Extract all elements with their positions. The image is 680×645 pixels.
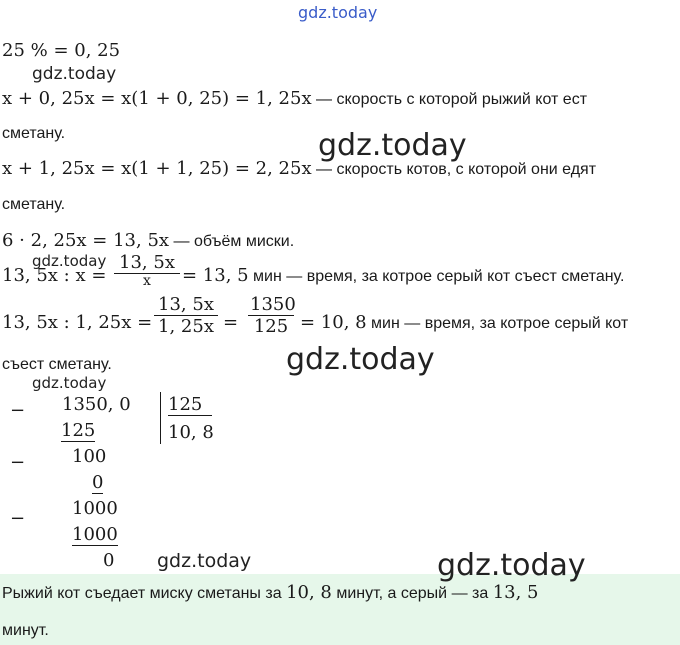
red-cat-time-lhs: 13, 5x : 1, 25x = <box>2 312 153 333</box>
red-cat-time-fraction-2 <box>248 294 294 337</box>
answer-text-2: минут, а серый — за <box>331 585 493 602</box>
red-cat-time-rhs: = 10, 8 <box>300 312 367 333</box>
fraction-denominator: x <box>143 273 151 289</box>
red-cat-time-text: мин — время, за котрое серый кот <box>366 315 629 332</box>
watermark: gdz.today <box>32 64 117 84</box>
fraction-denominator: 1, 25x <box>158 316 214 337</box>
division-quotient: 10, 8 <box>168 422 214 443</box>
answer-value-red: 10, 8 <box>286 582 332 603</box>
division-step-5 <box>72 524 118 545</box>
answer-value-grey: 13, 5 <box>492 582 539 603</box>
watermark: gdz.today <box>318 128 467 163</box>
watermark: gdz.today <box>286 342 435 377</box>
watermark: gdz.today <box>437 548 586 583</box>
red-cat-time-rhs-line <box>300 312 628 333</box>
percent-line: 25 % = 0, 25 <box>2 40 121 61</box>
equals-sign: = <box>223 312 239 333</box>
speed-cats-text: — скорость котов, с которой они едят <box>311 161 597 178</box>
division-bracket-vertical <box>160 392 161 444</box>
division-divisor <box>168 394 212 416</box>
speed-cats-line <box>2 158 596 179</box>
speed-red-cat-text: — скорость с которой рыжий кот ест <box>311 91 588 108</box>
speed-red-cat-cont: сметану. <box>2 125 66 142</box>
division-minus-2: − <box>10 452 26 473</box>
red-cat-time-fraction-1 <box>154 294 218 337</box>
fraction-denominator: 125 <box>253 316 289 337</box>
speed-cats-formula: x + 1, 25x = x(1 + 1, 25) = 2, 25x <box>2 158 312 179</box>
grey-cat-time-rhs: = 13, 5 <box>182 265 249 286</box>
speed-red-cat-line <box>2 88 587 109</box>
watermark: gdz.today <box>32 374 107 392</box>
division-step-1 <box>61 420 95 441</box>
division-step-4: 1000 <box>72 498 118 519</box>
division-dividend: 1350, 0 <box>62 394 131 415</box>
grey-cat-time-rhs-line <box>182 265 624 286</box>
division-step-6: 0 <box>103 550 115 571</box>
answer-box <box>0 574 680 645</box>
division-step-3 <box>92 472 103 493</box>
answer-line-2: минут. <box>2 622 49 639</box>
step-value: 1000 <box>72 524 118 545</box>
step-value: 125 <box>61 420 96 441</box>
grey-cat-time-lhs: 13, 5x : x = <box>2 265 107 286</box>
bowl-volume-text: — объём миски. <box>169 233 295 250</box>
red-cat-time-cont: съест сметану. <box>2 356 112 373</box>
speed-red-cat-formula: x + 0, 25x = x(1 + 0, 25) = 1, 25x <box>2 88 312 109</box>
answer-text-1: Рыжий кот съедает миску сметаны за <box>2 585 287 602</box>
speed-cats-cont: сметану. <box>2 196 66 213</box>
watermark: gdz.today <box>32 252 107 270</box>
fraction-numerator: 13, 5x <box>158 294 214 315</box>
watermark: gdz.today <box>157 550 252 572</box>
grey-cat-time-text: мин — время, за котрое серый кот съест сметану. <box>248 268 625 285</box>
division-minus-1: − <box>10 400 26 421</box>
divisor-value: 125 <box>168 394 212 416</box>
bowl-volume-formula: 6 · 2, 25x = 13, 5x <box>2 230 170 251</box>
answer-line-1 <box>2 582 539 603</box>
grey-cat-time-fraction <box>114 252 180 288</box>
bowl-volume-line <box>2 230 294 251</box>
division-step-2: 100 <box>72 446 107 467</box>
fraction-numerator: 13, 5x <box>119 252 175 273</box>
fraction-numerator: 1350 <box>250 294 296 315</box>
watermark-top: gdz.today <box>298 3 378 22</box>
step-value: 0 <box>92 472 104 493</box>
division-minus-3: − <box>10 508 26 529</box>
